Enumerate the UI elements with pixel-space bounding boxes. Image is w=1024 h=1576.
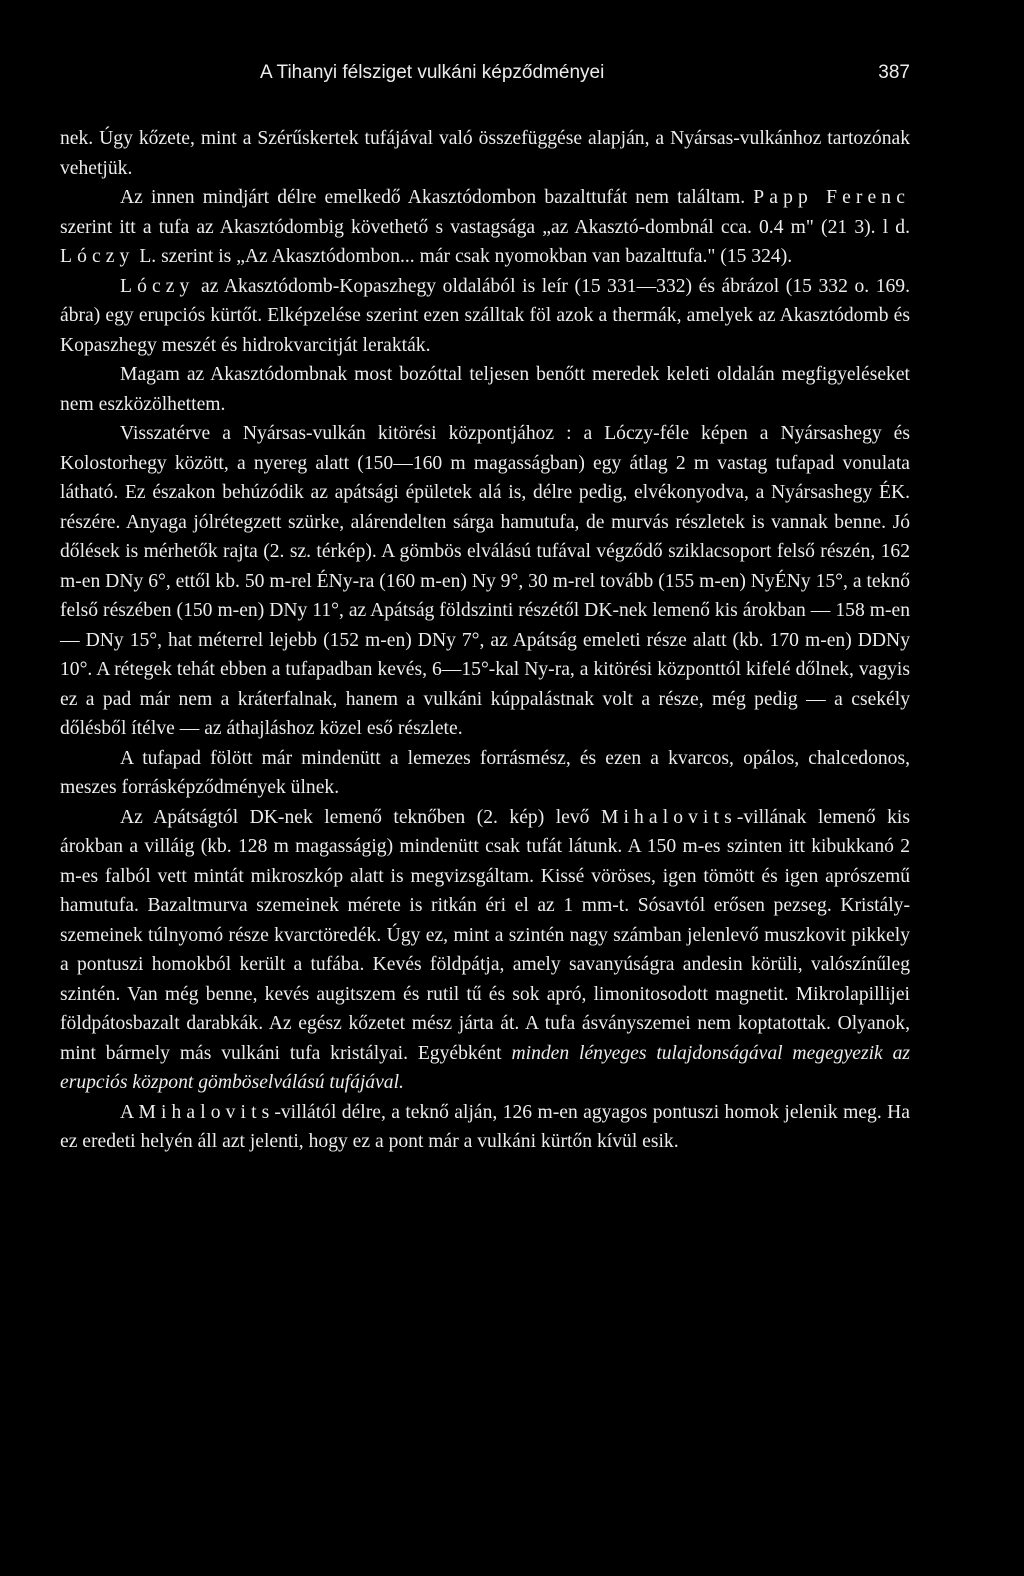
paragraph: [60, 419, 910, 744]
page-number: 387: [878, 62, 910, 83]
text-run: az Akasztódomb-Kopaszhegy oldalából is leír (15 331—332) és ábrázol (15 332 o. 169. ábra) egy erupciós kürtőt. Elképzelése szerint ezen szálltak föl azok a thermák, amelyek az Akasztódomb és Kopaszhegy meszét és hidrokvarcitját lerakták.: [60, 275, 910, 356]
paragraph: [60, 803, 910, 1098]
author-name: Lóczy: [120, 275, 195, 297]
text-run: -villától délre, a teknő alján, 126 m-en agyagos pontuszi homok jelenik meg. Ha ez eredeti helyén áll azt jelenti, hogy ez a pont már a vulkáni kürtőn kívül esik.: [60, 1101, 911, 1152]
paragraph: [60, 124, 910, 183]
text-run: szerint itt a tufa az Akasztódombig követhető s vastagsága „az Akasztó-dombnál cca. 0.4 m" (21 3). l d.: [60, 216, 910, 238]
body-text: [60, 124, 910, 1157]
paragraph: [60, 183, 910, 272]
running-title: A Tihanyi félsziget vulkáni képződményei: [260, 62, 605, 83]
paragraph: [60, 744, 910, 803]
author-name: Papp Ferenc: [753, 187, 910, 208]
author-name: Mihalovits: [138, 1101, 275, 1123]
running-header: [60, 62, 910, 92]
paragraph: [60, 1098, 910, 1157]
text-run: Magam az Akasztódombnak most bozóttal teljesen benőtt meredek keleti oldalán megfigyeléseket nem eszközölhettem.: [60, 364, 910, 415]
text-run: Az innen mindjárt délre emelkedő Akasztódombon bazalttufát nem találtam.: [120, 187, 754, 208]
text-run: A tufapad fölött már mindenütt a lemezes forrásmész, és ezen a kvarcos, opálos, chalcedonos, meszes forrásképződmények ülnek.: [60, 747, 910, 798]
text-run: Visszatérve a Nyársas-vulkán kitörési központjához : a Lóczy-féle képen a Nyársashegy és Kolostorhegy között, a nyereg alatt (150—160 m magasságban) egy átlag 2 m vastag tufapad vonulata látható. Ez északon behúzódik az apátsági épületek alá is, délre pedig, elvékonyodva, a Nyársashegy ÉK. részére. Anyaga jólrétegzett szürke, alárendelten sárga hamutufa, de murvás részletek is vannak benne. Jó dőlések is mérhetők rajta (2. sz. térkép). A gömbös elválású tufával végződő sziklacsoport felső részén, 162 m-en DNy 6°, ettől kb. 50 m-rel ÉNy-ra (160 m-en) Ny 9°, 30 m-rel tovább (155 m-en) NyÉNy 15°, a teknő felső részében (150 m-en) DNy 11°, az Apátság földszinti részétől DK-nek lemenő kis árokban — 158 m-en — DNy 15°, hat méterrel lejebb (152 m-en) DNy 7°, az Apátság emeleti része alatt (kb. 170 m-en) DDNy 10°. A rétegek tehát ebben a tufapadban kevés, 6—15°-kal Ny-ra, a kitörési központtól kifelé dőlnek, vagyis ez a pad már nem a kráterfalnak, hanem a vulkáni kúppalástnak volt a része, még pedig — a csekély dőlésből ítélve — az áthajláshoz közel eső részlete.: [60, 423, 910, 739]
text-run: Az Apátságtól DK-nek lemenő teknőben (2. kép) levő: [120, 806, 601, 828]
italic-text: minden lényeges tulajdonságával megegyezik az erupciós központ gömböselválású tufájával.: [60, 1042, 911, 1093]
paragraph: [60, 272, 910, 361]
text-run: A: [120, 1101, 139, 1123]
paragraph: [60, 360, 910, 419]
text-run: L. szerint is „Az Akasztódombon... már csak nyomokban van bazalttufa." (15 324).: [134, 246, 793, 267]
text-run: nek. Úgy kőzete, mint a Szérűskertek tufájával való összefüggése alapján, a Nyársas-vulkánhoz tartozónak vehetjük.: [60, 128, 910, 179]
author-name: Mihalovits: [600, 806, 737, 828]
text-run: -villának lemenő kis árokban a villáig (kb. 128 m magasságig) mindenütt csak tufát látunk. A 150 m-es szinten itt kibukkanó 2 m-es falból vett mintát mikroszkóp alatt is megvizsgáltam. Kissé vöröses, igen tömött és igen aprószemű hamutufa. Bazaltmurva szemeinek mérete is ritkán éri el az 1 mm-t. Sósavtól erősen pezseg. Kristály-szemeinek túlnyomó része kvarctöredék. Úgy ez, mint a szintén nagy számban jelenlevő muszkovit pikkely a pontuszi homokból került a tufába. Kevés földpátja, amely savanyúságra andesin körüli, valószínűleg szintén. Van még benne, kevés augitszem és rutil tű és sok apró, limonitosodott magnetit. Mikrolapillijei földpátosbazalt darabkák. Az egész kőzetet mész járta át. A tufa ásványszemei nem koptatottak. Olyanok, mint bármely más vulkáni tufa kristályai. Egyébként: [60, 806, 910, 1064]
author-name: Lóczy: [60, 246, 135, 267]
